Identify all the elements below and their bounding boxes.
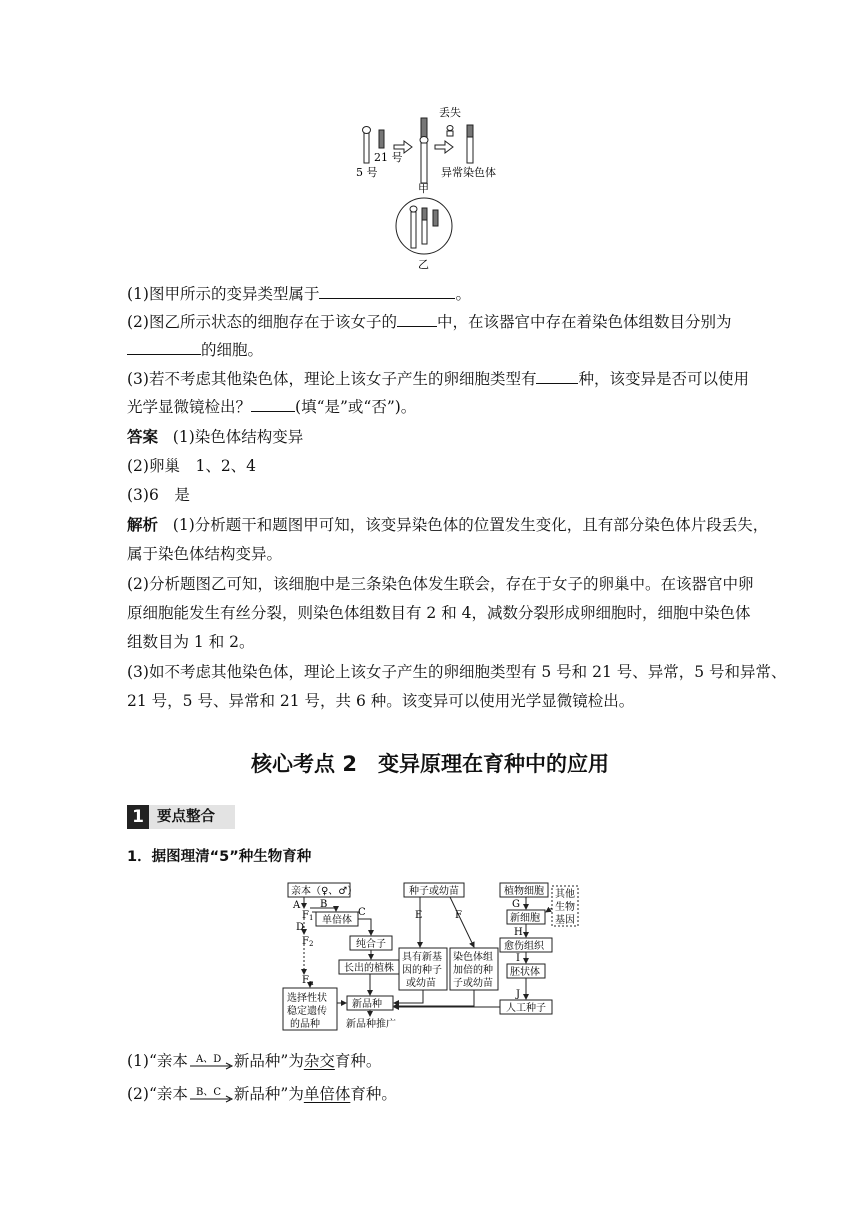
answer-2: (2)卵巢 1、2、4 (127, 457, 257, 475)
flow-label-g: G (512, 899, 520, 910)
flow-pure: 纯合子 (356, 939, 386, 950)
flow-label-f1: $F_1$ (302, 910, 314, 922)
flow-double-2: 加倍的种 (453, 965, 493, 976)
flow-label-h: H (514, 927, 523, 938)
label-lost: 丢失 (439, 106, 461, 119)
flow-other-3: 基因 (555, 915, 575, 926)
blank-1 (319, 284, 455, 299)
answer-3: (3)6 是 (127, 486, 190, 504)
flow-label-d: D (296, 922, 305, 933)
label-abnormal: 异常染色体 (441, 166, 496, 179)
blank-2 (397, 312, 437, 327)
label-jia: 甲 (418, 182, 429, 195)
label-21: 21 号 (374, 151, 403, 164)
flow-double-3: 子或幼苗 (453, 978, 493, 989)
flow-label-b: B (320, 899, 328, 910)
question-1: (1)图甲所示的变异类型属于 。 (127, 285, 471, 303)
analysis-2b: 原细胞能发生有丝分裂，则染色体组数目有 2 和 4，减数分裂形成卵细胞时，细胞中染色体 (127, 604, 751, 622)
badge-number: 1 (127, 805, 149, 829)
flow-select-3: 的品种 (290, 1019, 320, 1030)
analysis-2a: (2)分析题图乙可知，该细胞中是三条染色体发生联会，存在于女子的卵巢中。在该器官中卵 (127, 575, 754, 593)
analysis-3b: 21 号，5 号、异常和 21 号，共 6 种。该变异可以使用光学显微镜检出。 (127, 692, 635, 710)
flow-plant-cell: 植物细胞 (504, 886, 544, 897)
flow-label-i: I (516, 953, 520, 964)
arrow-bc-label: B、C (195, 1087, 221, 1098)
analysis-label: 解析 (127, 516, 159, 534)
analysis-2c: 组数目为 1 和 2。 (127, 633, 255, 651)
question-3-cont: 光学显微镜检出？ (填“是”或“否”)。 (127, 398, 417, 416)
flow-seed: 种子或幼苗 (409, 886, 459, 897)
flow-label-f: F (455, 910, 462, 921)
flow-label-f2: $F_2$ (302, 936, 314, 948)
flow-label-fn: $F_n$ (302, 975, 314, 987)
flow-callus: 愈伤组织 (504, 941, 544, 952)
flow-label-j: J (516, 989, 521, 1000)
blank-5 (251, 397, 295, 412)
flow-label-c: C (358, 907, 366, 918)
flow-select-2: 稳定遗传 (287, 1006, 327, 1017)
section-badge (127, 805, 235, 829)
flow-other-1: 其他 (555, 889, 575, 900)
flow-new-variety: 新品种 (352, 999, 382, 1010)
flow-newgene-2: 因的种子 (402, 965, 442, 976)
label-5: 5 号 (356, 166, 378, 179)
badge-text: 要点整合 (157, 809, 215, 825)
flow-select-1: 选择性状 (287, 993, 327, 1004)
question-2-cont: 的细胞。 (127, 339, 263, 361)
answer-label: 答案 (127, 428, 159, 446)
question-2: (2)图乙所示状态的细胞存在于该女子的 中，在该器官中存在着染色体组数目分别为 (127, 313, 732, 331)
flow-new-cell: 新细胞 (510, 913, 540, 924)
flow-label-e: E (415, 910, 423, 921)
analysis-1b: 属于染色体结构变异。 (127, 545, 283, 563)
blank-3 (127, 340, 201, 355)
flow-newgene-3: 或幼苗 (406, 978, 436, 989)
flow-double-1: 染色体组 (453, 952, 493, 963)
arrow-bc (188, 1084, 234, 1106)
item-haploid: (2)“亲本 B、C 新品种”为单倍体育种。 (127, 1083, 397, 1106)
breeding-flow-diagram (280, 878, 580, 1038)
flow-newgene-1: 具有新基 (402, 952, 442, 963)
label-yi: 乙 (418, 258, 429, 270)
flow-haploid: 单倍体 (322, 915, 352, 926)
analysis-1: 解析 (1)分析题干和题图甲可知，该变异染色体的位置发生变化，且有部分染色体片段丢失， (127, 516, 769, 534)
chromosome-figure (340, 100, 540, 270)
flow-plant: 长出的植株 (344, 963, 394, 974)
flow-label-a: A (293, 900, 301, 911)
arrow-ad (188, 1051, 234, 1073)
answer-1: 答案 (1)染色体结构变异 (127, 428, 304, 446)
flow-promote: 新品种推广 (346, 1019, 396, 1030)
question-3: (3)若不考虑其他染色体，理论上该女子产生的卵细胞类型有 种，该变异是否可以使用 (127, 370, 749, 388)
blank-4 (536, 369, 578, 384)
key-haploid: 单倍体 (303, 1085, 351, 1103)
key-hybrid: 杂交 (303, 1052, 335, 1070)
flow-parent: 亲本（♀、♂） (291, 886, 358, 897)
item-1-heading: 1．据图理清“5”种生物育种 (127, 849, 312, 865)
flow-other-2: 生物 (555, 902, 575, 913)
item-hybrid: (1)“亲本 A、D 新品种”为杂交育种。 (127, 1050, 381, 1073)
flow-embryoid: 胚状体 (510, 967, 540, 978)
flow-artificial-seed: 人工种子 (506, 1003, 546, 1014)
arrow-ad-label: A、D (195, 1054, 222, 1065)
section-title: 核心考点 2 变异原理在育种中的应用 (251, 752, 609, 776)
analysis-3a: (3)如不考虑其他染色体，理论上该女子产生的卵细胞类型有 5 号和 21 号、异常，5 号和异常、 (127, 663, 787, 681)
